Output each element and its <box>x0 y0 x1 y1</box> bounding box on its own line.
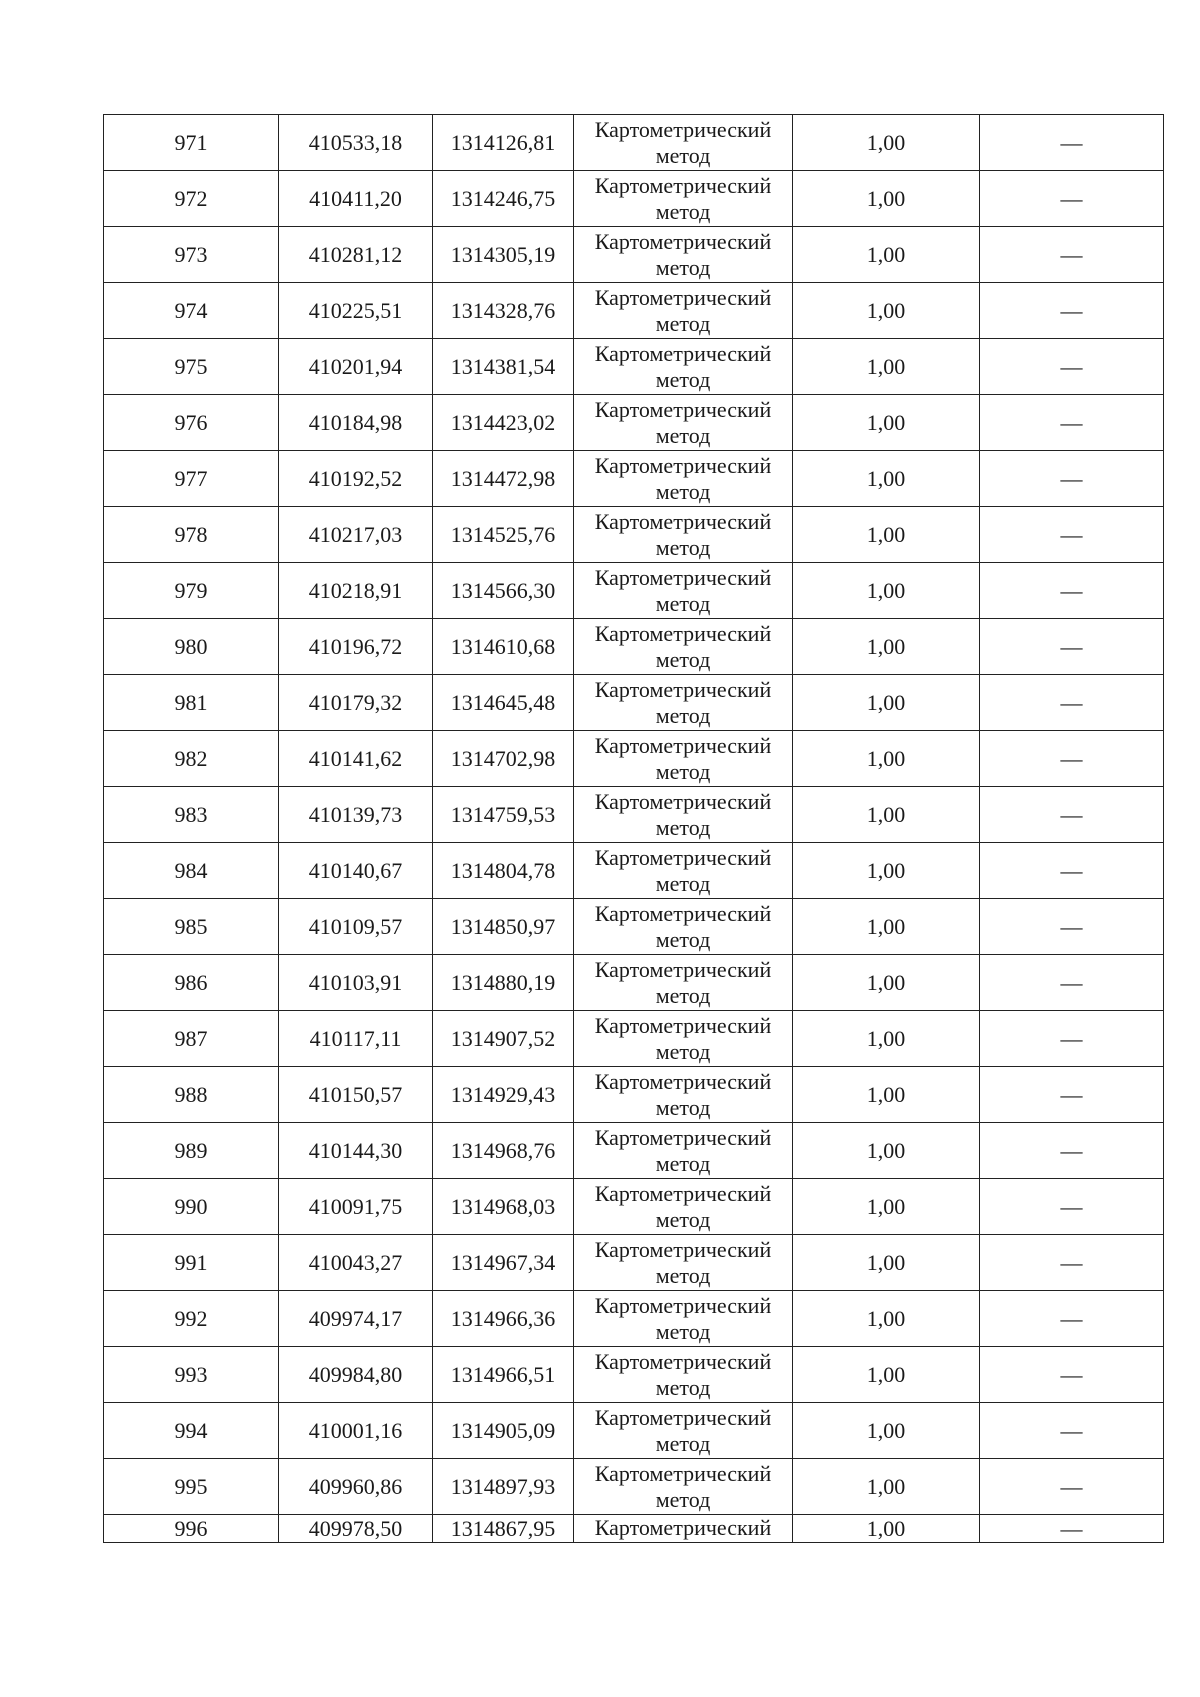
point-number-cell: 988 <box>104 1067 279 1123</box>
method-cell <box>574 787 793 843</box>
point-number-cell: 992 <box>104 1291 279 1347</box>
note-cell <box>980 843 1164 899</box>
method-cell <box>574 115 793 171</box>
note-cell <box>980 227 1164 283</box>
table-row <box>104 1403 1164 1459</box>
note-dash: — <box>1060 689 1083 715</box>
note-dash: — <box>1060 521 1083 547</box>
table-row <box>104 339 1164 395</box>
point-number-cell: 984 <box>104 843 279 899</box>
table-row <box>104 451 1164 507</box>
method-line-2: метод <box>655 982 711 1008</box>
table-row <box>104 1067 1164 1123</box>
method-cell <box>574 227 793 283</box>
method-line-2: метод <box>655 1486 711 1512</box>
method-line-1: Картометрический <box>594 1180 772 1206</box>
note-dash: — <box>1060 1473 1083 1499</box>
x-coordinate-cell: 410411,20 <box>279 171 433 227</box>
method-line-2: метод <box>655 310 711 336</box>
table-row <box>104 675 1164 731</box>
y-coordinate-cell: 1314905,09 <box>433 1403 574 1459</box>
method-line-1: Картометрический <box>594 1515 772 1540</box>
table-row <box>104 1347 1164 1403</box>
x-coordinate-cell: 410184,98 <box>279 395 433 451</box>
method-cell <box>574 1403 793 1459</box>
point-number-cell: 977 <box>104 451 279 507</box>
table-row <box>104 619 1164 675</box>
note-dash: — <box>1060 577 1083 603</box>
method-line-1: Картометрический <box>594 1236 772 1262</box>
note-dash: — <box>1060 1249 1083 1275</box>
point-number-cell: 985 <box>104 899 279 955</box>
precision-cell: 1,00 <box>793 1291 980 1347</box>
method-cell <box>574 675 793 731</box>
method-cell <box>574 1291 793 1347</box>
method-line-2: метод <box>655 814 711 840</box>
y-coordinate-cell: 1314381,54 <box>433 339 574 395</box>
x-coordinate-cell: 409984,80 <box>279 1347 433 1403</box>
note-dash: — <box>1060 185 1083 211</box>
precision-cell: 1,00 <box>793 563 980 619</box>
note-dash: — <box>1060 1417 1083 1443</box>
note-cell <box>980 395 1164 451</box>
point-number-cell: 987 <box>104 1011 279 1067</box>
point-number-cell: 978 <box>104 507 279 563</box>
method-line-2: метод <box>655 198 711 224</box>
note-dash: — <box>1060 1361 1083 1387</box>
method-line-2: метод <box>655 702 711 728</box>
point-number-cell: 980 <box>104 619 279 675</box>
precision-cell: 1,00 <box>793 507 980 563</box>
table-row <box>104 171 1164 227</box>
y-coordinate-cell: 1314126,81 <box>433 115 574 171</box>
y-coordinate-cell: 1314759,53 <box>433 787 574 843</box>
point-number-cell: 989 <box>104 1123 279 1179</box>
note-dash: — <box>1060 409 1083 435</box>
point-number-cell: 991 <box>104 1235 279 1291</box>
x-coordinate-cell: 409960,86 <box>279 1459 433 1515</box>
coordinates-table <box>103 114 1164 1543</box>
note-cell <box>980 1291 1164 1347</box>
table-row <box>104 1459 1164 1515</box>
method-line-1: Картометрический <box>594 732 772 758</box>
point-number-cell: 982 <box>104 731 279 787</box>
method-line-1: Картометрический <box>594 676 772 702</box>
method-line-1: Картометрический <box>594 1460 772 1486</box>
y-coordinate-cell: 1314305,19 <box>433 227 574 283</box>
method-line-1: Картометрический <box>594 228 772 254</box>
note-dash: — <box>1060 1081 1083 1107</box>
x-coordinate-cell: 410150,57 <box>279 1067 433 1123</box>
method-line-1: Картометрический <box>594 1068 772 1094</box>
method-cell <box>574 1011 793 1067</box>
y-coordinate-cell: 1314968,76 <box>433 1123 574 1179</box>
table-row <box>104 1179 1164 1235</box>
note-dash: — <box>1060 1193 1083 1219</box>
note-cell <box>980 171 1164 227</box>
method-line-1: Картометрический <box>594 1124 772 1150</box>
note-dash: — <box>1060 913 1083 939</box>
precision-cell: 1,00 <box>793 787 980 843</box>
method-line-2: метод <box>655 478 711 504</box>
table-row <box>104 227 1164 283</box>
y-coordinate-cell: 1314966,51 <box>433 1347 574 1403</box>
method-cell <box>574 339 793 395</box>
method-cell <box>574 1459 793 1515</box>
note-cell <box>980 1515 1164 1543</box>
method-line-1: Картометрический <box>594 116 772 142</box>
y-coordinate-cell: 1314850,97 <box>433 899 574 955</box>
y-coordinate-cell: 1314880,19 <box>433 955 574 1011</box>
note-dash: — <box>1060 353 1083 379</box>
precision-cell: 1,00 <box>793 731 980 787</box>
method-line-2: метод <box>655 1430 711 1456</box>
precision-cell: 1,00 <box>793 283 980 339</box>
point-number-cell: 993 <box>104 1347 279 1403</box>
method-line-1: Картометрический <box>594 956 772 982</box>
note-cell <box>980 619 1164 675</box>
x-coordinate-cell: 410103,91 <box>279 955 433 1011</box>
method-line-1: Картометрический <box>594 1012 772 1038</box>
note-cell <box>980 1403 1164 1459</box>
precision-cell: 1,00 <box>793 1515 980 1543</box>
table-row <box>104 395 1164 451</box>
method-line-1: Картометрический <box>594 284 772 310</box>
point-number-cell: 976 <box>104 395 279 451</box>
method-cell <box>574 563 793 619</box>
note-dash: — <box>1060 1137 1083 1163</box>
note-cell <box>980 1011 1164 1067</box>
note-cell <box>980 787 1164 843</box>
y-coordinate-cell: 1314897,93 <box>433 1459 574 1515</box>
table-row <box>104 1123 1164 1179</box>
x-coordinate-cell: 410201,94 <box>279 339 433 395</box>
note-cell <box>980 451 1164 507</box>
note-cell <box>980 1123 1164 1179</box>
method-line-2: метод <box>655 1038 711 1064</box>
note-dash: — <box>1060 633 1083 659</box>
point-number-cell: 974 <box>104 283 279 339</box>
table-row <box>104 787 1164 843</box>
table-row <box>104 1011 1164 1067</box>
table-row <box>104 1235 1164 1291</box>
note-cell <box>980 675 1164 731</box>
x-coordinate-cell: 409978,50 <box>279 1515 433 1543</box>
note-cell <box>980 1179 1164 1235</box>
method-cell <box>574 731 793 787</box>
note-cell <box>980 1347 1164 1403</box>
y-coordinate-cell: 1314645,48 <box>433 675 574 731</box>
method-line-2: метод <box>655 1318 711 1344</box>
x-coordinate-cell: 410140,67 <box>279 843 433 899</box>
precision-cell: 1,00 <box>793 1179 980 1235</box>
method-line-2: метод <box>655 1262 711 1288</box>
method-line-1: Картометрический <box>594 452 772 478</box>
y-coordinate-cell: 1314328,76 <box>433 283 574 339</box>
point-number-cell: 972 <box>104 171 279 227</box>
method-line-1: Картометрический <box>594 900 772 926</box>
note-cell <box>980 563 1164 619</box>
precision-cell: 1,00 <box>793 1235 980 1291</box>
x-coordinate-cell: 410141,62 <box>279 731 433 787</box>
method-line-2: метод <box>655 366 711 392</box>
method-line-2: метод <box>655 1150 711 1176</box>
note-cell <box>980 1067 1164 1123</box>
point-number-cell: 983 <box>104 787 279 843</box>
y-coordinate-cell: 1314804,78 <box>433 843 574 899</box>
y-coordinate-cell: 1314929,43 <box>433 1067 574 1123</box>
note-dash: — <box>1060 1305 1083 1331</box>
method-line-1: Картометрический <box>594 1404 772 1430</box>
method-line-2: метод <box>655 758 711 784</box>
point-number-cell: 996 <box>104 1515 279 1543</box>
method-cell <box>574 1179 793 1235</box>
x-coordinate-cell: 410091,75 <box>279 1179 433 1235</box>
table-row <box>104 1291 1164 1347</box>
y-coordinate-cell: 1314867,95 <box>433 1515 574 1543</box>
y-coordinate-cell: 1314246,75 <box>433 171 574 227</box>
method-line-1: Картометрический <box>594 620 772 646</box>
method-cell <box>574 171 793 227</box>
y-coordinate-cell: 1314966,36 <box>433 1291 574 1347</box>
table-row <box>104 899 1164 955</box>
table-row <box>104 1515 1164 1543</box>
method-line-2: метод <box>655 534 711 560</box>
table-row <box>104 115 1164 171</box>
method-cell <box>574 899 793 955</box>
x-coordinate-cell: 410196,72 <box>279 619 433 675</box>
x-coordinate-cell: 409974,17 <box>279 1291 433 1347</box>
method-cell <box>574 1123 793 1179</box>
x-coordinate-cell: 410109,57 <box>279 899 433 955</box>
method-line-2: метод <box>655 590 711 616</box>
note-cell <box>980 1235 1164 1291</box>
method-line-1: Картометрический <box>594 340 772 366</box>
x-coordinate-cell: 410217,03 <box>279 507 433 563</box>
precision-cell: 1,00 <box>793 843 980 899</box>
note-dash: — <box>1060 857 1083 883</box>
method-cell <box>574 843 793 899</box>
method-line-1: Картометрический <box>594 1292 772 1318</box>
method-line-1: Картометрический <box>594 788 772 814</box>
method-line-1: Картометрический <box>594 1348 772 1374</box>
method-cell <box>574 1515 793 1543</box>
point-number-cell: 975 <box>104 339 279 395</box>
note-dash: — <box>1060 1025 1083 1051</box>
precision-cell: 1,00 <box>793 899 980 955</box>
precision-cell: 1,00 <box>793 1123 980 1179</box>
x-coordinate-cell: 410001,16 <box>279 1403 433 1459</box>
x-coordinate-cell: 410144,30 <box>279 1123 433 1179</box>
precision-cell: 1,00 <box>793 1067 980 1123</box>
x-coordinate-cell: 410139,73 <box>279 787 433 843</box>
method-cell <box>574 395 793 451</box>
method-cell <box>574 1347 793 1403</box>
method-line-2: метод <box>655 1374 711 1400</box>
precision-cell: 1,00 <box>793 955 980 1011</box>
precision-cell: 1,00 <box>793 171 980 227</box>
method-cell <box>574 451 793 507</box>
note-cell <box>980 283 1164 339</box>
precision-cell: 1,00 <box>793 1011 980 1067</box>
point-number-cell: 973 <box>104 227 279 283</box>
x-coordinate-cell: 410192,52 <box>279 451 433 507</box>
table-body <box>104 115 1164 1543</box>
note-dash: — <box>1060 969 1083 995</box>
x-coordinate-cell: 410043,27 <box>279 1235 433 1291</box>
note-dash: — <box>1060 1515 1083 1541</box>
method-line-2: метод <box>655 1094 711 1120</box>
y-coordinate-cell: 1314907,52 <box>433 1011 574 1067</box>
x-coordinate-cell: 410117,11 <box>279 1011 433 1067</box>
method-line-1: Картометрический <box>594 844 772 870</box>
method-line-1: Картометрический <box>594 564 772 590</box>
precision-cell: 1,00 <box>793 1459 980 1515</box>
point-number-cell: 995 <box>104 1459 279 1515</box>
x-coordinate-cell: 410225,51 <box>279 283 433 339</box>
note-dash: — <box>1060 801 1083 827</box>
point-number-cell: 986 <box>104 955 279 1011</box>
precision-cell: 1,00 <box>793 1347 980 1403</box>
y-coordinate-cell: 1314472,98 <box>433 451 574 507</box>
table-row <box>104 283 1164 339</box>
precision-cell: 1,00 <box>793 339 980 395</box>
x-coordinate-cell: 410179,32 <box>279 675 433 731</box>
note-cell <box>980 115 1164 171</box>
note-dash: — <box>1060 297 1083 323</box>
precision-cell: 1,00 <box>793 227 980 283</box>
precision-cell: 1,00 <box>793 675 980 731</box>
note-cell <box>980 1459 1164 1515</box>
y-coordinate-cell: 1314702,98 <box>433 731 574 787</box>
note-cell <box>980 507 1164 563</box>
table-row <box>104 563 1164 619</box>
method-line-2: метод <box>655 1206 711 1232</box>
x-coordinate-cell: 410281,12 <box>279 227 433 283</box>
table-row <box>104 955 1164 1011</box>
method-line-2: метод <box>655 142 711 168</box>
table-row <box>104 507 1164 563</box>
method-cell <box>574 507 793 563</box>
point-number-cell: 979 <box>104 563 279 619</box>
y-coordinate-cell: 1314610,68 <box>433 619 574 675</box>
y-coordinate-cell: 1314566,30 <box>433 563 574 619</box>
method-line-2: метод <box>655 870 711 896</box>
method-cell <box>574 283 793 339</box>
point-number-cell: 981 <box>104 675 279 731</box>
note-cell <box>980 899 1164 955</box>
table-row <box>104 731 1164 787</box>
table-row <box>104 843 1164 899</box>
point-number-cell: 971 <box>104 115 279 171</box>
y-coordinate-cell: 1314525,76 <box>433 507 574 563</box>
note-dash: — <box>1060 465 1083 491</box>
method-line-1: Картометрический <box>594 172 772 198</box>
method-line-1: Картометрический <box>594 508 772 534</box>
x-coordinate-cell: 410218,91 <box>279 563 433 619</box>
precision-cell: 1,00 <box>793 1403 980 1459</box>
y-coordinate-cell: 1314423,02 <box>433 395 574 451</box>
precision-cell: 1,00 <box>793 395 980 451</box>
method-line-2: метод <box>655 926 711 952</box>
method-line-2: метод <box>655 254 711 280</box>
y-coordinate-cell: 1314967,34 <box>433 1235 574 1291</box>
method-cell <box>574 1067 793 1123</box>
y-coordinate-cell: 1314968,03 <box>433 1179 574 1235</box>
method-line-2: метод <box>655 422 711 448</box>
note-cell <box>980 731 1164 787</box>
method-cell <box>574 1235 793 1291</box>
method-line-1: Картометрический <box>594 396 772 422</box>
note-cell <box>980 339 1164 395</box>
x-coordinate-cell: 410533,18 <box>279 115 433 171</box>
precision-cell: 1,00 <box>793 115 980 171</box>
note-cell <box>980 955 1164 1011</box>
method-cell <box>574 955 793 1011</box>
method-cell <box>574 619 793 675</box>
precision-cell: 1,00 <box>793 619 980 675</box>
precision-cell: 1,00 <box>793 451 980 507</box>
point-number-cell: 994 <box>104 1403 279 1459</box>
note-dash: — <box>1060 241 1083 267</box>
note-dash: — <box>1060 745 1083 771</box>
note-dash: — <box>1060 129 1083 155</box>
method-line-2: метод <box>655 646 711 672</box>
point-number-cell: 990 <box>104 1179 279 1235</box>
